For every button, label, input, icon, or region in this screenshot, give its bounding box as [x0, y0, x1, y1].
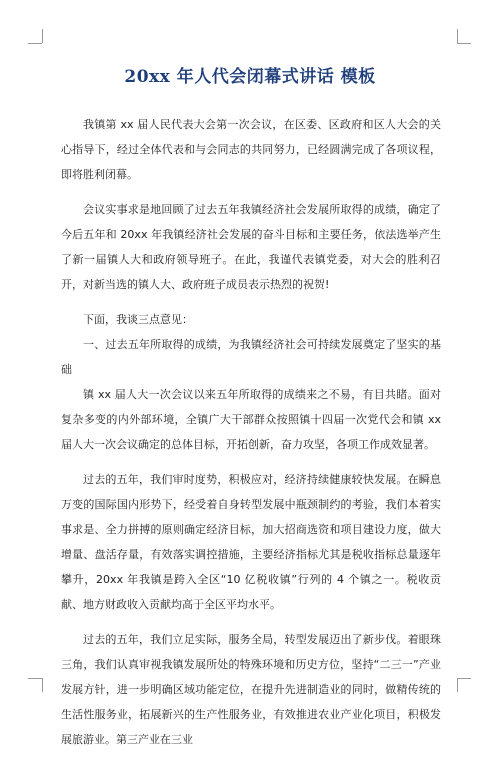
crop-mark	[42, 29, 43, 43]
crop-mark	[28, 43, 42, 44]
paragraph: 我镇第 xx 届人民代表大会第一次会议，在区委、区政府和区人大会的关心指导下，经过全体代表和与会同志的共同努力，已经圆满完成了各项议程，即将胜利闭幕。	[61, 118, 441, 181]
crop-mark	[457, 29, 458, 43]
document-title: 20xx 年人代会闭幕式讲话 模板	[124, 67, 376, 87]
paragraph: 下面，我谈三点意见：	[83, 313, 193, 326]
paragraph: 镇 xx 届人大一次会议以来五年所取得的成绩来之不易，有目共睹。面对复杂多变的内外部环境，全镇广大干部群众按照镇十四届一次党代会和镇 xx 届人大一次会议确定的总体目标，开拓创新，奋力攻坚，各项工作成效显著。	[61, 388, 441, 451]
paragraph: 会议实事求是地回顾了过去五年我镇经济社会发展所取得的成绩，确定了今后五年和 20xx 年我镇经济社会发展的奋斗目标和主要任务，依法选举产生了新一届镇人大和政府领导班子。在此，我谨代表镇党委，对大会的胜利召开，对新当选的镇人大、政府班子成员表示热烈的祝贺!	[61, 203, 441, 291]
section-heading: 一、过去五年所取得的成绩，为我镇经济社会可持续发展奠定了坚实的基础	[61, 338, 441, 376]
paragraph: 过去的五年，我们立足实际，服务全局，转型发展迈出了新步伐。着眼珠三角，我们认真审视我镇发展所处的特殊环境和历史方位，坚持“二三一”产业发展方针，进一步明确区域功能定位，在提升先进制造业的同时，做精传统的生活性服务业，拓展新兴的生产性服务业，有效推进农业产业化项目，积极发展旅游业。第三产业在三业	[61, 633, 441, 746]
document-body	[61, 112, 441, 762]
paragraph: 过去的五年，我们审时度势，积极应对，经济持续健康较快发展。在瞬息万变的国际国内形势下，经受着自身转型发展中瓶颈制约的考验，我们本着实事求是、全力拼搏的原则确定经济目标，加大招商选资和项目建设力度，做大增量、盘活存量，有效落实调控措施，主要经济指标尤其是税收指标总量逐年攀升，20xx 年我镇是跨入全区“10 亿税收镇”行列的 4 个镇之一。税收贡献、地方财政收入贡献均高于全区平均水平。	[61, 473, 441, 611]
crop-mark	[457, 678, 471, 679]
crop-mark	[28, 678, 42, 679]
crop-mark	[42, 678, 43, 692]
crop-mark	[457, 678, 458, 692]
crop-mark	[457, 43, 471, 44]
